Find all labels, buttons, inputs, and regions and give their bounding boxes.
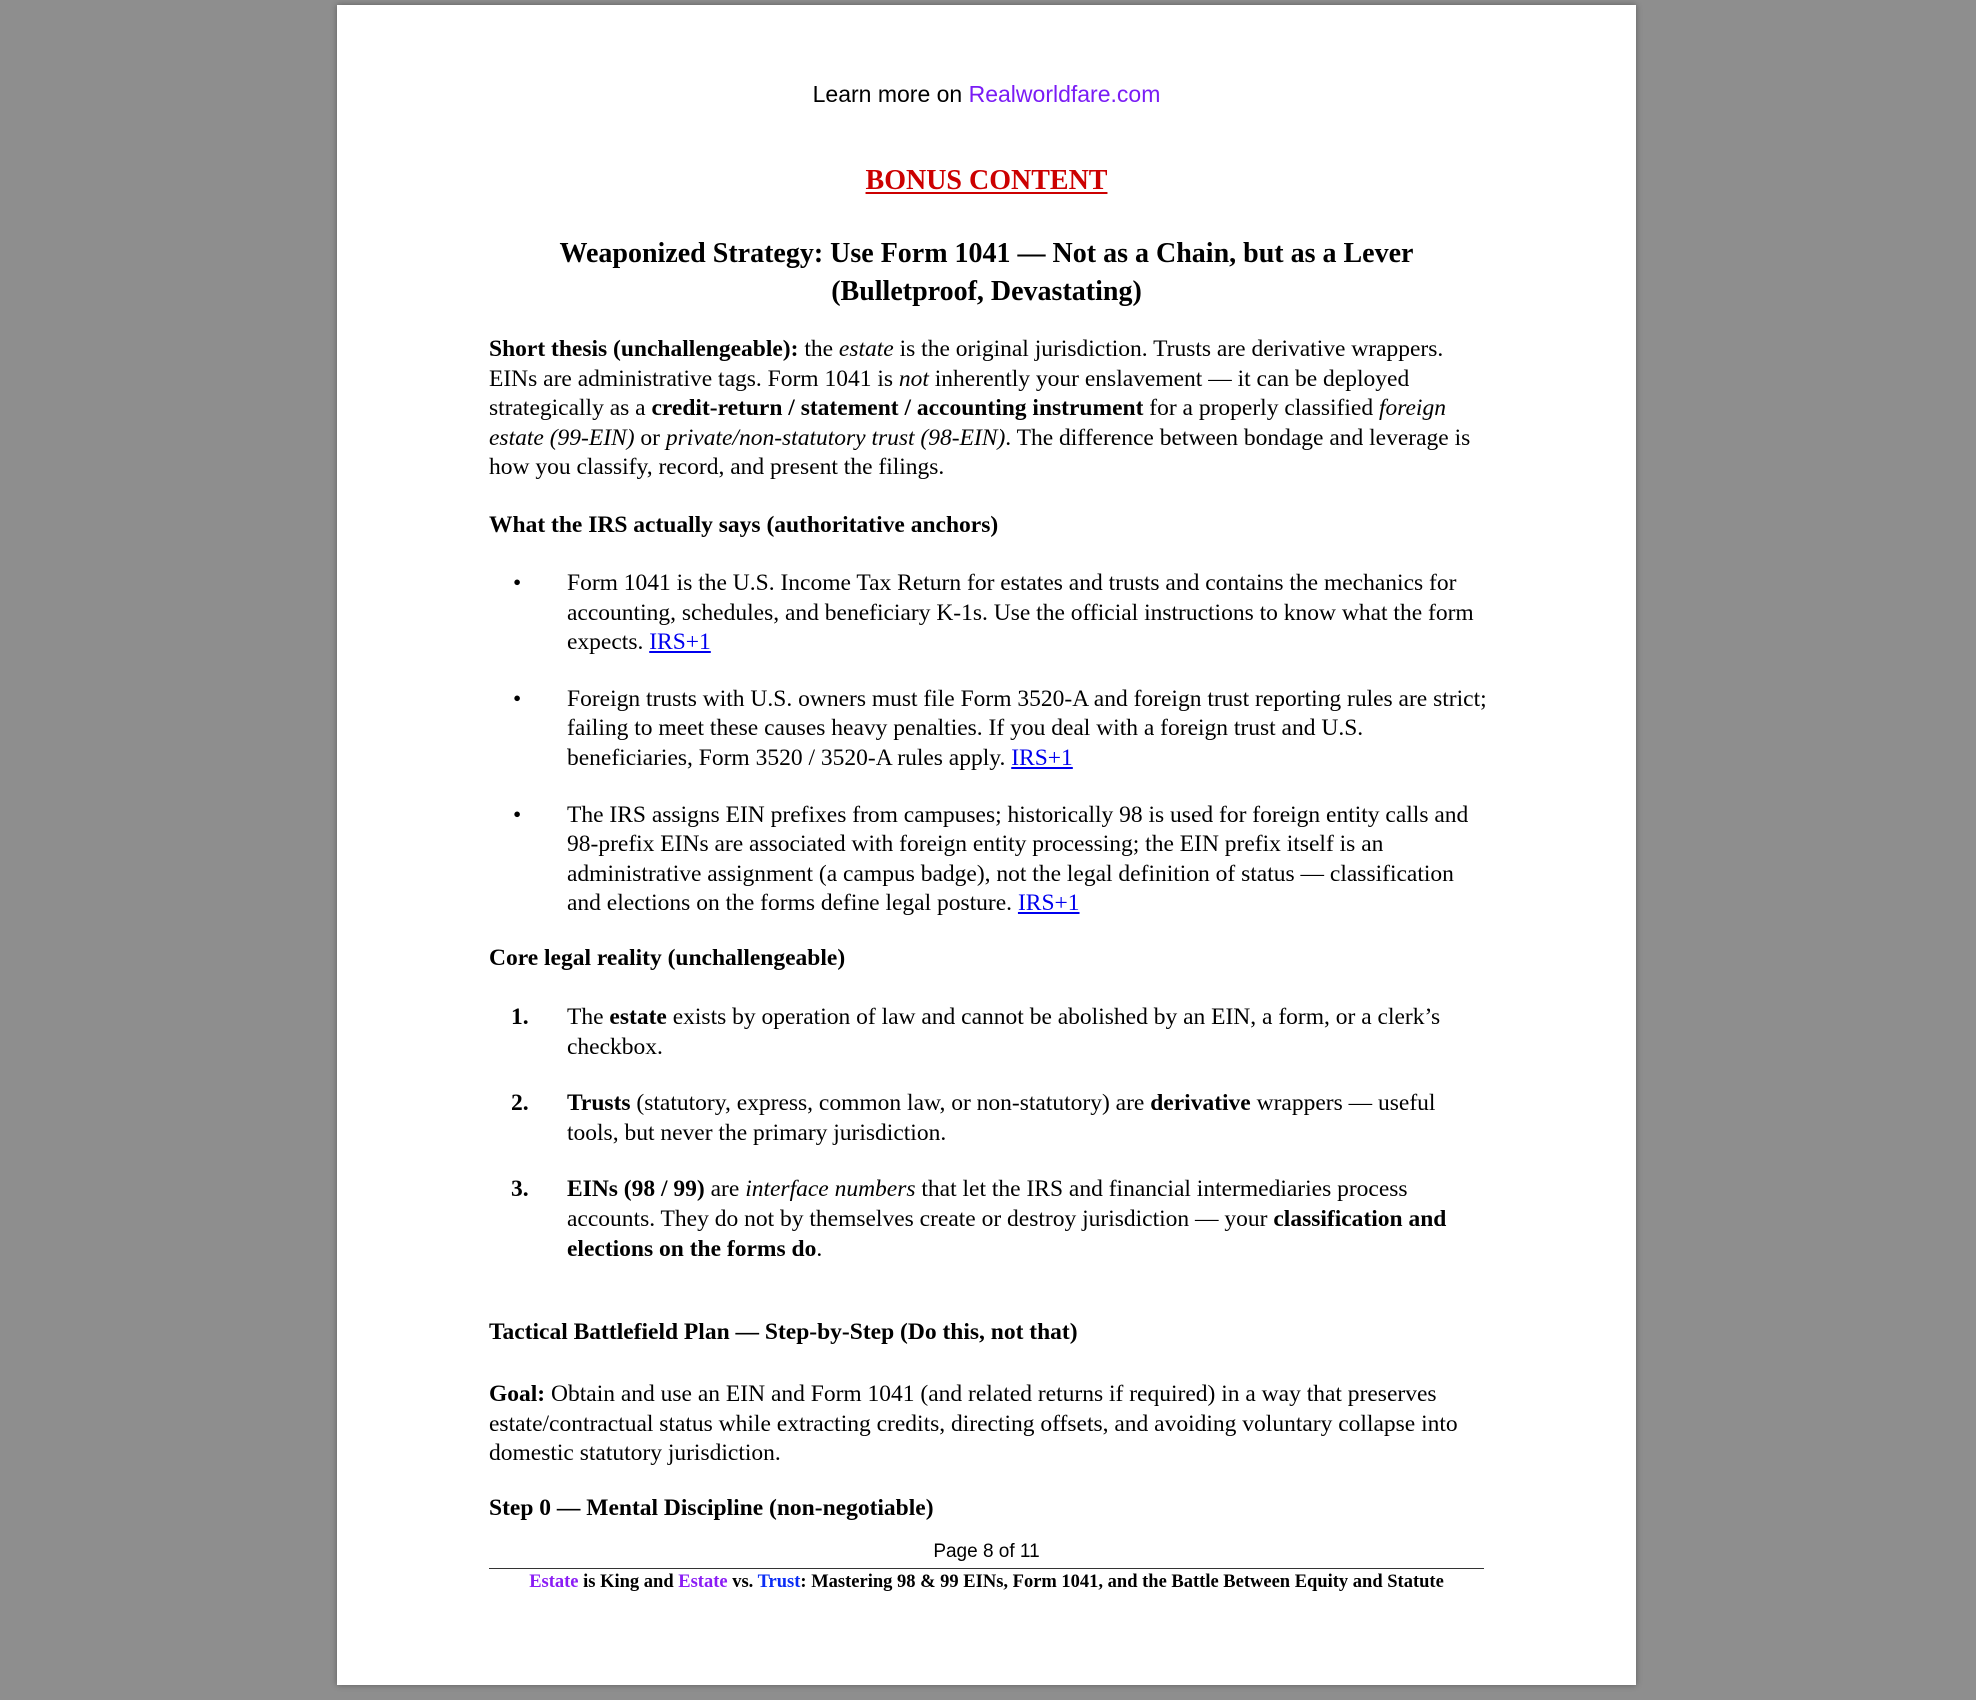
goal-text: Obtain and use an EIN and Form 1041 (and related returns if required) in a way that preserves estate/contractual status while extracting credits, directing offsets, and avoiding voluntary collapse into domestic statutory jurisdiction.	[489, 1381, 1458, 1467]
item-text: The	[567, 1004, 610, 1030]
item-text: exists by operation of law and cannot be abolished by an EIN, a form, or a clerk’s checkbox.	[567, 1004, 1441, 1060]
item-bold: EINs (98 / 99)	[567, 1176, 705, 1203]
learn-more-text: Learn more on	[812, 81, 969, 107]
list-item	[489, 1089, 1489, 1148]
bullet-icon: •	[513, 801, 522, 828]
bonus-heading	[337, 165, 1636, 197]
footer-text: : Mastering 98 & 99 EINs, Form 1041, and the Battle Between Equity and Statute	[800, 1572, 1444, 1592]
irs-section-heading: What the IRS actually says (authoritative anchors)	[489, 512, 999, 538]
thesis-paragraph	[489, 335, 1489, 483]
list-item	[489, 569, 1489, 658]
title-line-2: (Bulletproof, Devastating)	[831, 276, 1142, 307]
thesis-text: inherently your enslavement — it can be deployed strategically as a	[489, 365, 1410, 422]
thesis-em: foreign estate (99-EIN)	[489, 395, 1446, 451]
thesis-bold: credit-return / statement / accounting instrument	[651, 395, 1144, 422]
site-link[interactable]: Realworldfare.com	[968, 81, 1161, 107]
irs-link[interactable]: IRS+1	[649, 629, 711, 656]
goal-paragraph	[489, 1380, 1489, 1469]
thesis-em: estate	[838, 336, 894, 362]
item-em: interface numbers	[745, 1176, 916, 1203]
item-text: that let the IRS and financial intermediaries process accounts. They do not by themselves create or destroy jurisdiction — your	[567, 1176, 1408, 1232]
item-bold: derivative	[1150, 1090, 1251, 1117]
item-bold: classification and elections on the forms do	[567, 1205, 1447, 1262]
page-title	[337, 235, 1636, 311]
tactical-heading: Tactical Battlefield Plan — Step-by-Step (Do this, not that)	[489, 1319, 1078, 1345]
item-text: .	[816, 1235, 823, 1262]
footer-text: is King and	[578, 1572, 679, 1592]
footer-word-estate: Estate	[678, 1572, 728, 1592]
item-bold: Trusts	[567, 1090, 631, 1117]
thesis-text: . The difference between bondage and leverage is how you classify, record, and present the filings.	[489, 424, 1471, 481]
list-item	[489, 801, 1489, 919]
page-number: Page 8 of 11	[933, 1541, 1040, 1562]
irs-link[interactable]: IRS+1	[1017, 890, 1080, 917]
list-number: 3.	[511, 1176, 529, 1203]
irs-bullet-list	[489, 569, 1489, 919]
thesis-em: private/non-statutory trust (98-EIN)	[665, 424, 1006, 451]
step0-heading: Step 0 — Mental Discipline (non-negotiable)	[489, 1495, 934, 1521]
item-text: (statutory, express, common law, or non-statutory) are	[630, 1090, 1151, 1117]
bullet-text: Form 1041 is the U.S. Income Tax Return for estates and trusts and contains the mechanics for accounting, schedules, and beneficiary K-1s. Use the official instructions to know what the form expects.	[567, 570, 1474, 656]
list-number: 1.	[511, 1004, 529, 1030]
title-line-1: Weaponized Strategy: Use Form 1041 — Not as a Chain, but as a Lever	[559, 238, 1414, 269]
thesis-text: is the original jurisdiction. Trusts are derivative wrappers. EINs are administrative tags. Form 1041 is	[489, 336, 1444, 392]
list-item	[489, 1175, 1489, 1264]
bullet-icon: •	[513, 685, 522, 712]
bullet-text: Foreign trusts with U.S. owners must file Form 3520-A and foreign trust reporting rules are strict; failing to meet these causes heavy penalties. If you deal with a foreign trust and U.S. beneficiaries, Form 3520 / 3520-A rules apply.	[567, 685, 1487, 771]
footer-word-trust: Trust	[757, 1572, 801, 1592]
footer-text: vs.	[727, 1572, 758, 1592]
footer-word-estate: Estate	[529, 1572, 579, 1592]
list-number: 2.	[511, 1090, 529, 1117]
irs-link[interactable]: IRS+1	[1011, 744, 1073, 771]
bullet-text: The IRS assigns EIN prefixes from campuses; historically 98 is used for foreign entity calls and 98-prefix EINs are associated with foreign entity processing; the EIN prefix itself is an administrative assignment (a campus badge), not the legal definition of status — classification and elections on the forms define legal posture.	[567, 801, 1469, 917]
footer-divider	[489, 1568, 1484, 1569]
item-text: wrappers — useful tools, but never the primary jurisdiction.	[567, 1090, 1436, 1146]
core-numbered-list	[489, 1003, 1489, 1264]
item-bold: estate	[609, 1004, 667, 1030]
thesis-em: not	[898, 365, 929, 392]
thesis-label: Short thesis (unchallengeable):	[489, 336, 799, 362]
core-section-heading: Core legal reality (unchallengeable)	[489, 945, 846, 971]
bonus-label: BONUS CONTENT	[865, 165, 1108, 196]
item-text: are	[704, 1176, 746, 1203]
list-item	[489, 685, 1489, 774]
list-item	[489, 1003, 1489, 1062]
thesis-text: or	[634, 424, 666, 451]
learn-more-banner	[337, 81, 1636, 108]
footer-title	[337, 1572, 1636, 1593]
document-page	[337, 5, 1636, 1685]
goal-label: Goal:	[489, 1381, 546, 1407]
bullet-icon: •	[513, 570, 522, 596]
thesis-text: the	[798, 336, 839, 362]
thesis-text: for a properly classified	[1143, 395, 1379, 422]
